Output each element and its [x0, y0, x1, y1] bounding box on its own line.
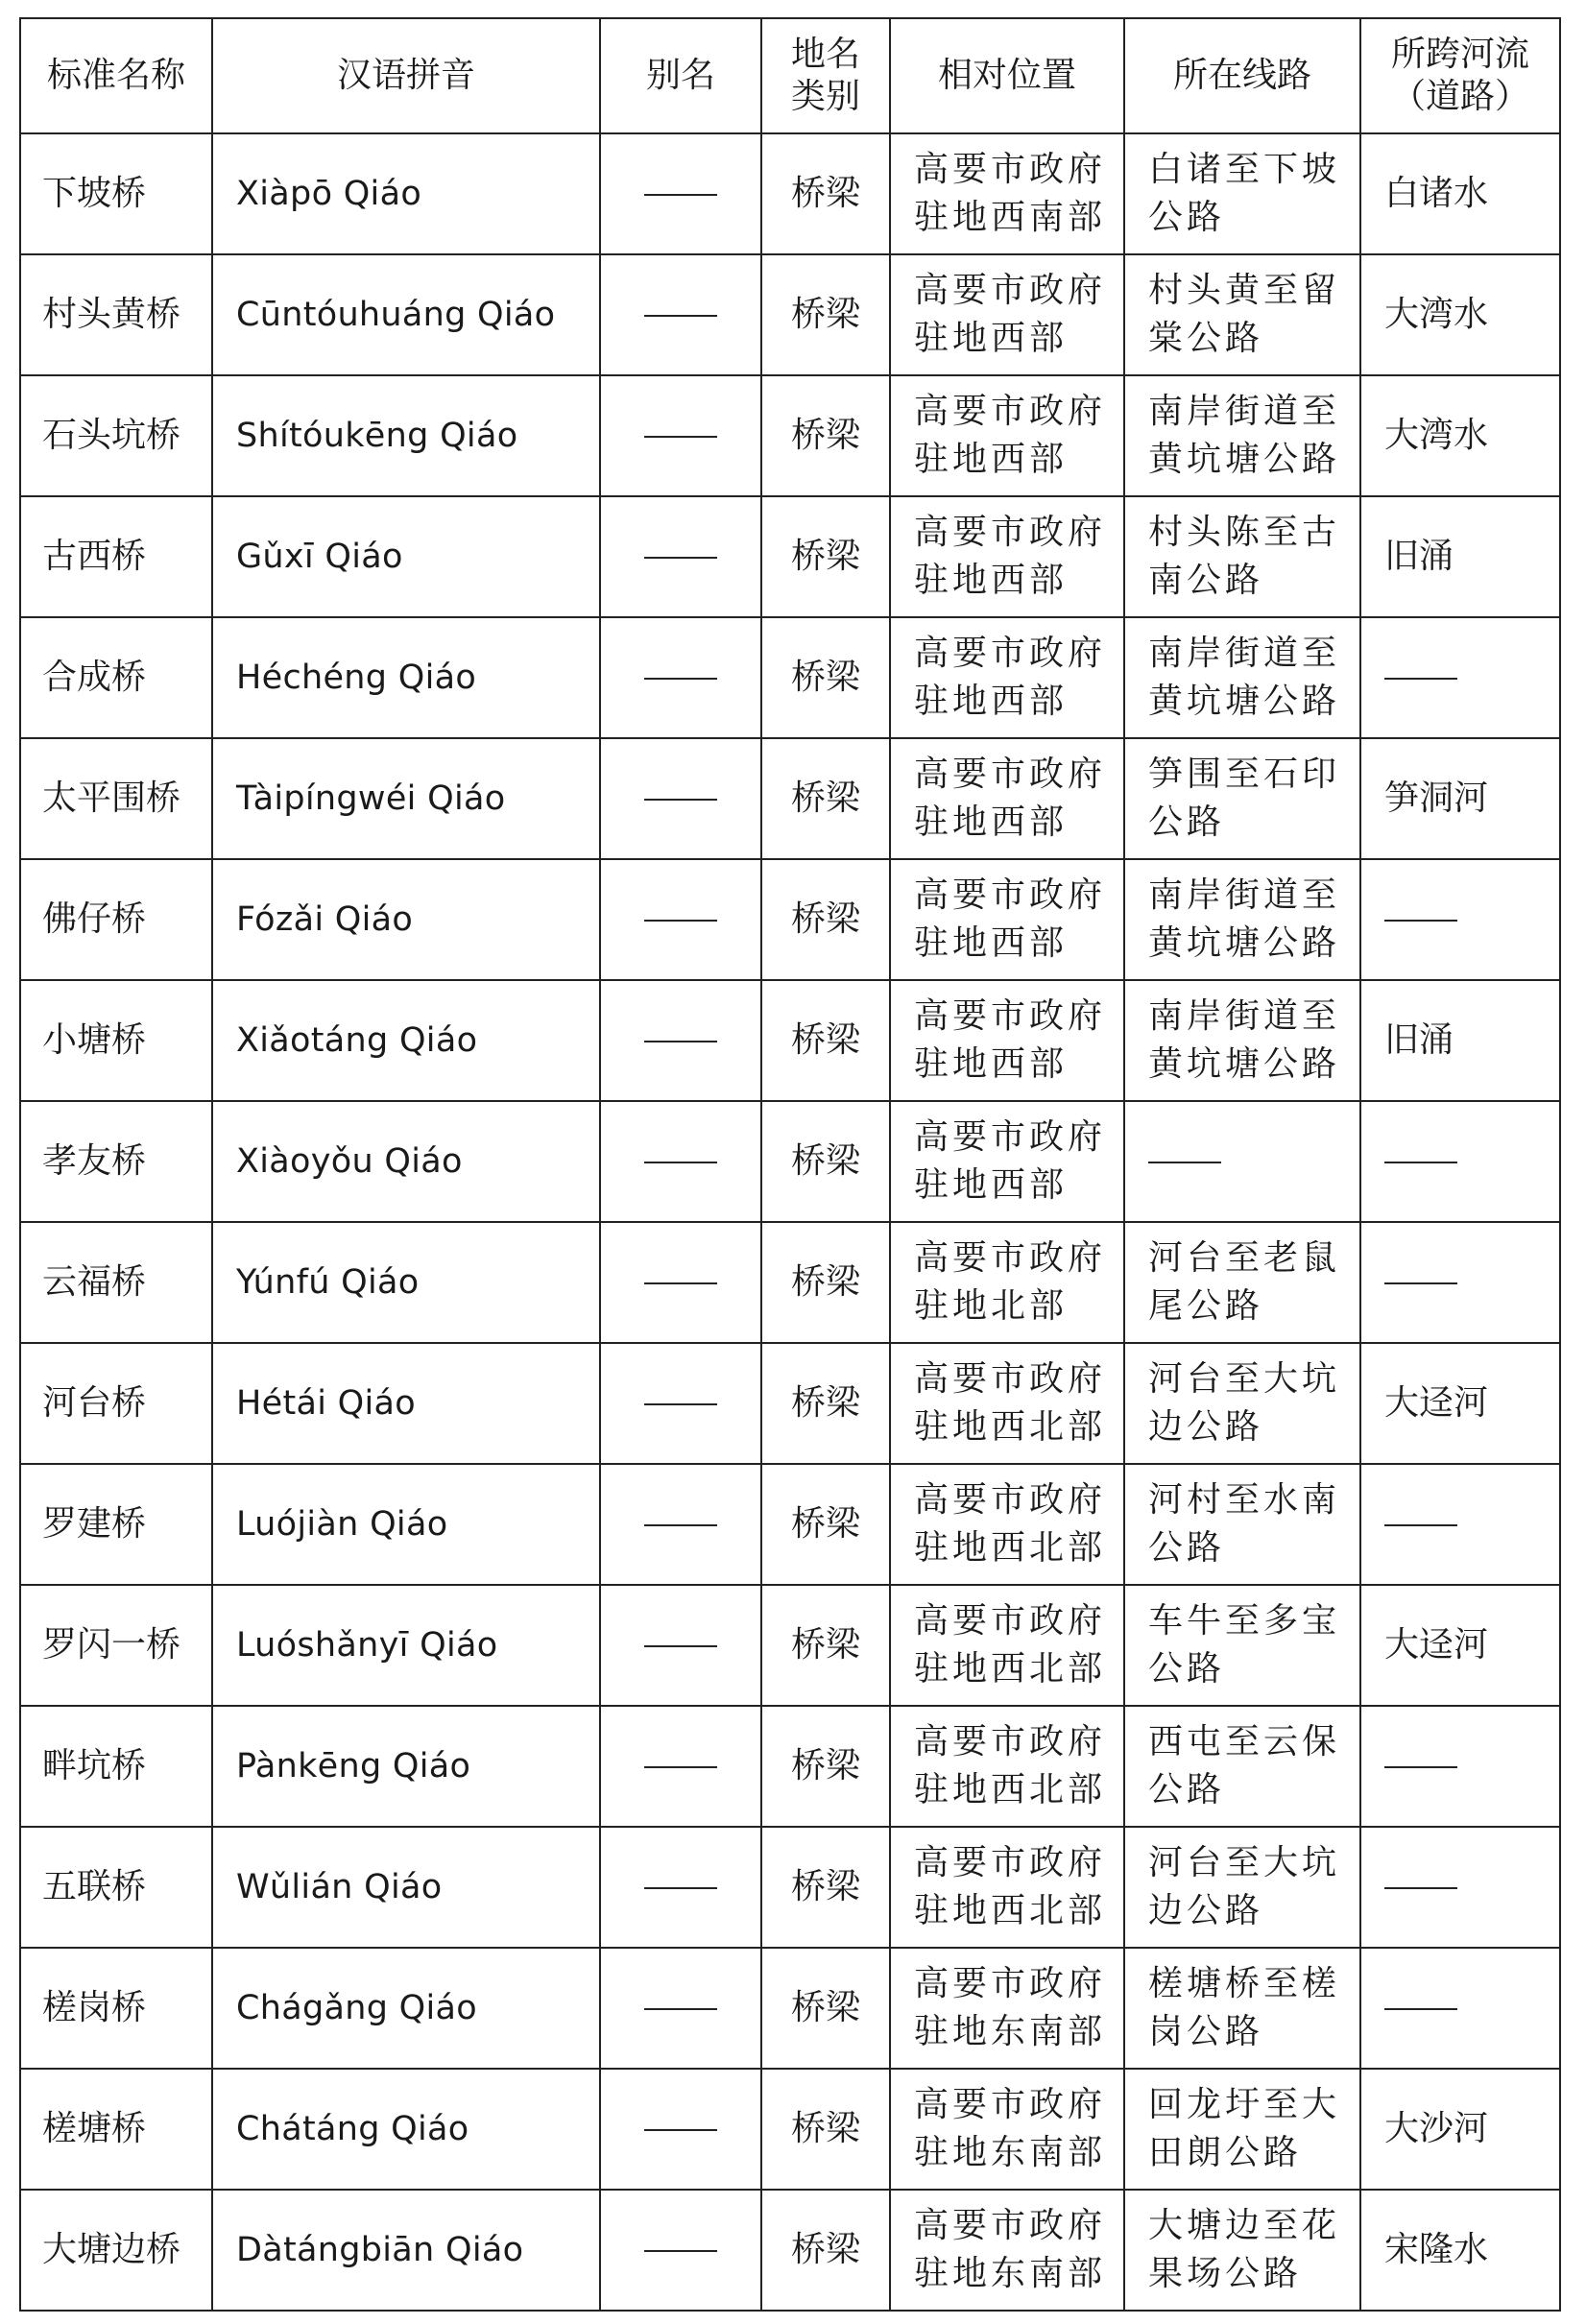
cell-pinyin-text: Gǔxī Qiáo — [236, 538, 403, 576]
cell-type-text: 桥梁 — [790, 416, 860, 455]
cell-type-text: 桥梁 — [790, 1504, 860, 1544]
cell-alias — [600, 254, 761, 375]
cell-position-text: 高要市政府驻地东南部 — [914, 2085, 1107, 2172]
cell-position — [890, 2190, 1124, 2311]
cell-alias — [600, 1948, 761, 2069]
cell-river-text: 笋洞河 — [1384, 779, 1489, 818]
cell-route — [1124, 2069, 1360, 2190]
cell-pinyin — [212, 1222, 600, 1343]
cell-route-text: 白诸至下坡公路 — [1148, 150, 1341, 237]
cell-alias — [600, 1827, 761, 1948]
cell-river — [1360, 1101, 1560, 1222]
cell-alias-text — [644, 920, 717, 922]
cell-route — [1124, 1827, 1360, 1948]
cell-position-text: 高要市政府驻地西北部 — [914, 1843, 1107, 1930]
cell-route-text: 西屯至云保公路 — [1148, 1722, 1341, 1809]
cell-position-text: 高要市政府驻地西部 — [914, 392, 1107, 479]
cell-route-text: 村头黄至留棠公路 — [1148, 271, 1341, 358]
cell-type — [761, 2069, 890, 2190]
cell-route — [1124, 133, 1360, 254]
header-name: 标准名称 — [20, 18, 212, 133]
cell-position — [890, 1343, 1124, 1464]
cell-type — [761, 1706, 890, 1827]
cell-type — [761, 375, 890, 496]
cell-alias — [600, 980, 761, 1101]
cell-name — [20, 738, 212, 859]
cell-name — [20, 1464, 212, 1585]
table-row — [20, 133, 1560, 254]
cell-position-text: 高要市政府驻地西部 — [914, 755, 1107, 842]
cell-pinyin — [212, 859, 600, 980]
cell-river-text — [1384, 1282, 1457, 1284]
cell-route — [1124, 1343, 1360, 1464]
cell-type-text: 桥梁 — [790, 1625, 860, 1665]
cell-pinyin — [212, 133, 600, 254]
cell-name — [20, 254, 212, 375]
cell-position-text: 高要市政府驻地西南部 — [914, 150, 1107, 237]
header-route: 所在线路 — [1124, 18, 1360, 133]
cell-alias — [600, 1464, 761, 1585]
cell-pinyin-text: Cūntóuhuáng Qiáo — [236, 296, 556, 334]
cell-position — [890, 2069, 1124, 2190]
cell-route-text: 南岸街道至黄坑塘公路 — [1148, 996, 1341, 1084]
cell-position-text: 高要市政府驻地西北部 — [914, 1359, 1107, 1447]
cell-pinyin-text: Luóshǎnyī Qiáo — [236, 1626, 498, 1665]
table-row — [20, 2069, 1560, 2190]
cell-position — [890, 1827, 1124, 1948]
table-row — [20, 2190, 1560, 2311]
cell-type-text: 桥梁 — [790, 1020, 860, 1060]
cell-route — [1124, 980, 1360, 1101]
cell-route-text: 车牛至多宝公路 — [1148, 1601, 1341, 1689]
cell-position — [890, 133, 1124, 254]
cell-alias — [600, 1585, 761, 1706]
cell-type-text: 桥梁 — [790, 2109, 860, 2148]
cell-river — [1360, 1706, 1560, 1827]
cell-alias-text — [644, 1162, 717, 1163]
cell-type-text: 桥梁 — [790, 899, 860, 939]
cell-name — [20, 496, 212, 617]
cell-name — [20, 859, 212, 980]
cell-type-text: 桥梁 — [790, 1383, 860, 1423]
cell-name-text: 大塘边桥 — [42, 2230, 181, 2269]
cell-river — [1360, 738, 1560, 859]
cell-alias — [600, 738, 761, 859]
cell-position — [890, 375, 1124, 496]
cell-position-text: 高要市政府驻地西北部 — [914, 1722, 1107, 1809]
cell-type-text: 桥梁 — [790, 658, 860, 697]
cell-type — [761, 496, 890, 617]
cell-alias — [600, 1706, 761, 1827]
cell-river-text: 旧涌 — [1384, 1020, 1454, 1060]
cell-position — [890, 1101, 1124, 1222]
cell-river — [1360, 1343, 1560, 1464]
cell-river-text — [1384, 1162, 1457, 1163]
cell-pinyin-text: Xiàpō Qiáo — [236, 175, 422, 213]
cell-type-text: 桥梁 — [790, 1867, 860, 1906]
cell-type — [761, 738, 890, 859]
cell-name-text: 小塘桥 — [42, 1020, 147, 1060]
cell-alias — [600, 1343, 761, 1464]
cell-position-text: 高要市政府驻地北部 — [914, 1238, 1107, 1326]
table-row — [20, 859, 1560, 980]
cell-name-text: 村头黄桥 — [42, 295, 181, 334]
cell-route-text: 大塘边至花果场公路 — [1148, 2206, 1341, 2293]
cell-river — [1360, 1948, 1560, 2069]
cell-pinyin — [212, 1948, 600, 2069]
cell-type — [761, 1343, 890, 1464]
cell-name-text: 河台桥 — [42, 1383, 147, 1423]
cell-route-text: 河村至水南公路 — [1148, 1480, 1341, 1568]
cell-river-text: 宋隆水 — [1384, 2230, 1489, 2269]
cell-pinyin-text: Tàipíngwéi Qiáo — [236, 779, 506, 818]
cell-position — [890, 1585, 1124, 1706]
cell-alias — [600, 2069, 761, 2190]
cell-name — [20, 1222, 212, 1343]
cell-name — [20, 1706, 212, 1827]
cell-type — [761, 1464, 890, 1585]
cell-name-text: 罗闪一桥 — [42, 1625, 181, 1665]
cell-name-text: 畔坑桥 — [42, 1746, 147, 1785]
cell-river — [1360, 1585, 1560, 1706]
cell-river — [1360, 617, 1560, 738]
cell-type — [761, 1948, 890, 2069]
cell-river-text — [1384, 920, 1457, 922]
cell-route — [1124, 1101, 1360, 1222]
cell-type-text: 桥梁 — [790, 1141, 860, 1181]
cell-river — [1360, 496, 1560, 617]
cell-position — [890, 980, 1124, 1101]
cell-type — [761, 133, 890, 254]
bridge-table — [19, 17, 1561, 2312]
cell-pinyin-text: Luójiàn Qiáo — [236, 1505, 448, 1544]
cell-pinyin-text: Fózǎi Qiáo — [236, 900, 414, 939]
cell-pinyin-text: Xiàoyǒu Qiáo — [236, 1142, 463, 1181]
cell-route — [1124, 254, 1360, 375]
cell-route — [1124, 2190, 1360, 2311]
cell-pinyin — [212, 738, 600, 859]
cell-river-text — [1384, 678, 1457, 680]
cell-type — [761, 254, 890, 375]
cell-name — [20, 2069, 212, 2190]
cell-type-text: 桥梁 — [790, 1262, 860, 1302]
cell-type-text: 桥梁 — [790, 537, 860, 576]
cell-name — [20, 375, 212, 496]
table-row — [20, 1948, 1560, 2069]
cell-route-text: 河台至老鼠尾公路 — [1148, 1238, 1341, 1326]
cell-position-text: 高要市政府驻地西部 — [914, 513, 1107, 600]
table-row — [20, 375, 1560, 496]
cell-name — [20, 1343, 212, 1464]
cell-river — [1360, 1827, 1560, 1948]
cell-alias-text — [644, 1282, 717, 1284]
cell-position — [890, 738, 1124, 859]
table-row — [20, 738, 1560, 859]
cell-type-text: 桥梁 — [790, 1988, 860, 2027]
header-type: 地名类别 — [761, 18, 890, 133]
cell-river-text: 旧涌 — [1384, 537, 1454, 576]
cell-river — [1360, 133, 1560, 254]
cell-route-text: 村头陈至古南公路 — [1148, 513, 1341, 600]
cell-position-text: 高要市政府驻地东南部 — [914, 1964, 1107, 2051]
table-row — [20, 1464, 1560, 1585]
cell-pinyin — [212, 980, 600, 1101]
cell-route — [1124, 375, 1360, 496]
cell-route-text: 南岸街道至黄坑塘公路 — [1148, 875, 1341, 963]
cell-position-text: 高要市政府驻地西部 — [914, 1117, 1107, 1205]
cell-type-text: 桥梁 — [790, 779, 860, 818]
cell-pinyin-text: Xiǎotáng Qiáo — [236, 1021, 478, 1060]
cell-type — [761, 859, 890, 980]
cell-name-text: 五联桥 — [42, 1867, 147, 1906]
cell-pinyin — [212, 1464, 600, 1585]
cell-position-text: 高要市政府驻地西北部 — [914, 1480, 1107, 1568]
cell-river-text — [1384, 2008, 1457, 2010]
table-row — [20, 1706, 1560, 1827]
cell-river — [1360, 2069, 1560, 2190]
cell-type — [761, 1222, 890, 1343]
cell-type-text: 桥梁 — [790, 1746, 860, 1785]
cell-route — [1124, 1585, 1360, 1706]
cell-name — [20, 2190, 212, 2311]
cell-alias — [600, 133, 761, 254]
cell-position — [890, 859, 1124, 980]
cell-river-text: 大沙河 — [1384, 2109, 1489, 2148]
cell-type-text: 桥梁 — [790, 174, 860, 213]
cell-pinyin — [212, 496, 600, 617]
cell-position — [890, 254, 1124, 375]
cell-alias-text — [644, 2008, 717, 2010]
cell-pinyin-text: Shítóukēng Qiáo — [236, 417, 518, 455]
cell-pinyin-text: Yúnfú Qiáo — [236, 1263, 420, 1302]
cell-name-text: 孝友桥 — [42, 1141, 147, 1181]
cell-pinyin — [212, 375, 600, 496]
cell-name — [20, 1585, 212, 1706]
cell-name — [20, 1101, 212, 1222]
cell-river-text: 白诸水 — [1384, 174, 1489, 213]
cell-pinyin — [212, 1585, 600, 1706]
cell-name — [20, 133, 212, 254]
cell-river-text — [1384, 1887, 1457, 1889]
table-row — [20, 1222, 1560, 1343]
table-row — [20, 1827, 1560, 1948]
cell-river — [1360, 980, 1560, 1101]
cell-name-text: 槎塘桥 — [42, 2109, 147, 2148]
cell-name-text: 云福桥 — [42, 1262, 147, 1302]
cell-position — [890, 617, 1124, 738]
cell-type — [761, 1101, 890, 1222]
cell-alias-text — [644, 2250, 717, 2252]
cell-river — [1360, 1464, 1560, 1585]
cell-pinyin-text: Pànkēng Qiáo — [236, 1747, 471, 1785]
cell-river — [1360, 859, 1560, 980]
cell-pinyin-text: Hétái Qiáo — [236, 1384, 417, 1423]
cell-route-text: 河台至大坑边公路 — [1148, 1359, 1341, 1447]
cell-position-text: 高要市政府驻地东南部 — [914, 2206, 1107, 2293]
cell-alias — [600, 859, 761, 980]
cell-pinyin — [212, 617, 600, 738]
header-river: 所跨河流（道路） — [1360, 18, 1560, 133]
cell-position-text: 高要市政府驻地西部 — [914, 996, 1107, 1084]
cell-pinyin — [212, 1101, 600, 1222]
cell-alias-text — [644, 1766, 717, 1768]
table-row — [20, 254, 1560, 375]
cell-alias-text — [644, 1403, 717, 1405]
table-row — [20, 617, 1560, 738]
cell-alias-text — [644, 557, 717, 559]
cell-pinyin-text: Héchéng Qiáo — [236, 659, 477, 697]
cell-alias — [600, 375, 761, 496]
cell-alias — [600, 617, 761, 738]
cell-type-text: 桥梁 — [790, 2230, 860, 2269]
cell-route-text — [1148, 1162, 1221, 1163]
cell-river — [1360, 375, 1560, 496]
cell-pinyin-text: Wǔlián Qiáo — [236, 1868, 443, 1906]
cell-river-text — [1384, 1766, 1457, 1768]
cell-route — [1124, 1948, 1360, 2069]
cell-position — [890, 1222, 1124, 1343]
cell-river-text: 大湾水 — [1384, 416, 1489, 455]
cell-alias-text — [644, 1887, 717, 1889]
cell-route-text: 南岸街道至黄坑塘公路 — [1148, 392, 1341, 479]
cell-pinyin — [212, 1343, 600, 1464]
cell-route — [1124, 1464, 1360, 1585]
cell-route — [1124, 617, 1360, 738]
cell-alias — [600, 1101, 761, 1222]
cell-pinyin-text: Chátáng Qiáo — [236, 2110, 469, 2148]
cell-river-text: 大湾水 — [1384, 295, 1489, 334]
cell-position-text: 高要市政府驻地西部 — [914, 271, 1107, 358]
cell-route-text: 槎塘桥至槎岗公路 — [1148, 1964, 1341, 2051]
cell-river-text: 大迳河 — [1384, 1625, 1489, 1665]
cell-name — [20, 1827, 212, 1948]
cell-route — [1124, 1706, 1360, 1827]
cell-position-text: 高要市政府驻地西部 — [914, 875, 1107, 963]
cell-type — [761, 1585, 890, 1706]
cell-name-text: 古西桥 — [42, 537, 147, 576]
cell-name-text: 石头坑桥 — [42, 416, 181, 455]
header-alias: 别名 — [600, 18, 761, 133]
cell-type — [761, 1827, 890, 1948]
cell-alias-text — [644, 315, 717, 317]
cell-route — [1124, 859, 1360, 980]
cell-position — [890, 1948, 1124, 2069]
cell-route-text: 河台至大坑边公路 — [1148, 1843, 1341, 1930]
table-row — [20, 496, 1560, 617]
cell-alias-text — [644, 436, 717, 438]
cell-type — [761, 2190, 890, 2311]
cell-pinyin — [212, 1827, 600, 1948]
cell-river-text: 大迳河 — [1384, 1383, 1489, 1423]
cell-alias-text — [644, 678, 717, 680]
cell-route-text: 笋围至石印公路 — [1148, 755, 1341, 842]
cell-route — [1124, 1222, 1360, 1343]
table-row — [20, 1101, 1560, 1222]
cell-alias-text — [644, 1524, 717, 1526]
cell-name-text: 太平围桥 — [42, 779, 181, 818]
cell-pinyin — [212, 254, 600, 375]
cell-type — [761, 617, 890, 738]
cell-type-text: 桥梁 — [790, 295, 860, 334]
cell-position — [890, 1706, 1124, 1827]
cell-position — [890, 496, 1124, 617]
cell-route — [1124, 496, 1360, 617]
cell-route-text: 回龙圩至大田朗公路 — [1148, 2085, 1341, 2172]
cell-river — [1360, 254, 1560, 375]
cell-position — [890, 1464, 1124, 1585]
cell-alias-text — [644, 1041, 717, 1042]
cell-position-text: 高要市政府驻地西部 — [914, 634, 1107, 721]
cell-name — [20, 617, 212, 738]
cell-pinyin — [212, 2190, 600, 2311]
cell-name — [20, 1948, 212, 2069]
table-header-row — [20, 18, 1560, 133]
cell-name-text: 槎岗桥 — [42, 1988, 147, 2027]
table-row — [20, 1343, 1560, 1464]
cell-pinyin-text: Dàtángbiān Qiáo — [236, 2231, 524, 2269]
cell-type — [761, 980, 890, 1101]
cell-river — [1360, 2190, 1560, 2311]
cell-name-text: 罗建桥 — [42, 1504, 147, 1544]
cell-alias-text — [644, 1645, 717, 1647]
cell-name-text: 佛仔桥 — [42, 899, 147, 939]
cell-alias — [600, 2190, 761, 2311]
cell-position-text: 高要市政府驻地西北部 — [914, 1601, 1107, 1689]
cell-pinyin — [212, 1706, 600, 1827]
cell-alias — [600, 496, 761, 617]
cell-alias-text — [644, 194, 717, 196]
cell-name-text: 下坡桥 — [42, 174, 147, 213]
cell-river — [1360, 1222, 1560, 1343]
table-row — [20, 980, 1560, 1101]
cell-alias-text — [644, 2129, 717, 2131]
table-row — [20, 1585, 1560, 1706]
cell-name-text: 合成桥 — [42, 658, 147, 697]
header-position: 相对位置 — [890, 18, 1124, 133]
cell-pinyin-text: Chágǎng Qiáo — [236, 1989, 477, 2027]
cell-alias-text — [644, 799, 717, 801]
cell-alias — [600, 1222, 761, 1343]
cell-route — [1124, 738, 1360, 859]
cell-name — [20, 980, 212, 1101]
header-pinyin: 汉语拼音 — [212, 18, 600, 133]
cell-pinyin — [212, 2069, 600, 2190]
cell-route-text: 南岸街道至黄坑塘公路 — [1148, 634, 1341, 721]
cell-river-text — [1384, 1524, 1457, 1526]
